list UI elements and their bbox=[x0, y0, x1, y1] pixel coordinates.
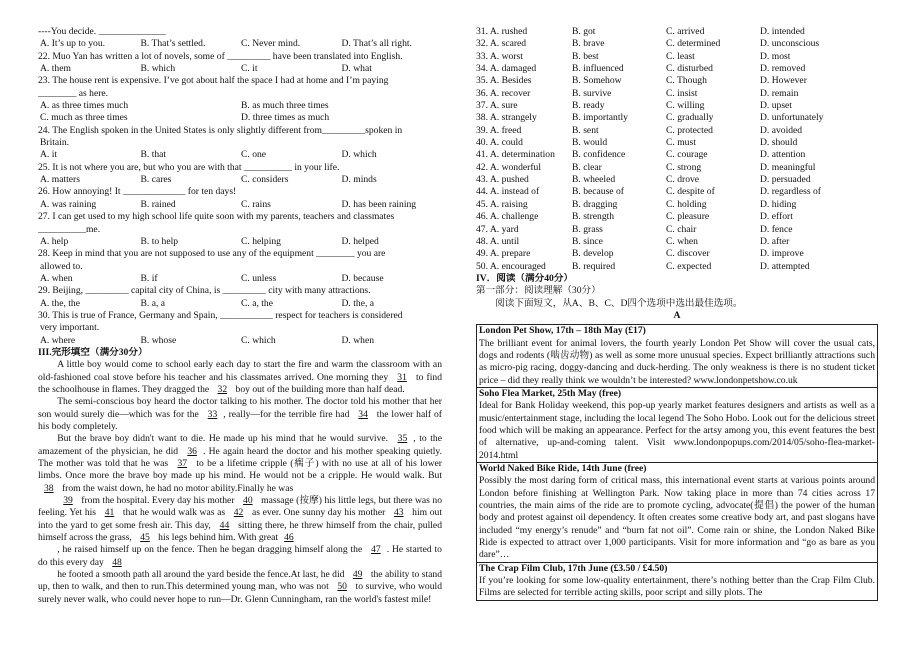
option: B. a, a bbox=[140, 297, 166, 309]
cloze-options-list bbox=[476, 26, 878, 273]
answer-option: B. because of bbox=[572, 186, 624, 198]
answer-option: D. improve bbox=[760, 248, 804, 260]
answer-option: 40. A. could bbox=[476, 137, 523, 149]
part-1-heading: 第一部分：阅读理解（30分） bbox=[476, 285, 601, 297]
q27-stem: 27. I can get used to my high school life quite soon with my parents, teachers and classmates bbox=[38, 211, 395, 223]
answer-option: B. Somehow bbox=[572, 75, 622, 87]
answer-option: C. expected bbox=[666, 260, 712, 272]
answer-option: C. protected bbox=[666, 124, 713, 136]
answer-row bbox=[476, 137, 878, 149]
cloze-text: he footed a smooth path all around the yard beside the fence. bbox=[57, 569, 291, 581]
option: C. rains bbox=[241, 198, 271, 210]
event-title: Soho Flea Market, 25th May (free) bbox=[479, 387, 622, 399]
answer-option: D. avoided bbox=[760, 124, 803, 136]
cloze-blank: 50 bbox=[337, 581, 347, 593]
answer-option: 48. A. until bbox=[476, 235, 520, 247]
answer-option: B. got bbox=[572, 26, 596, 37]
cloze-blank: 44 bbox=[219, 519, 230, 531]
cloze-blank: 48 bbox=[112, 556, 122, 568]
answer-option: 43. A. pushed bbox=[476, 174, 529, 186]
left-column bbox=[38, 26, 442, 606]
answer-row bbox=[476, 38, 878, 50]
answer-option: D. persuaded bbox=[760, 174, 811, 186]
answer-option: 49. A. prepare bbox=[476, 248, 531, 260]
answer-option: 34. A. damaged bbox=[476, 63, 537, 75]
cloze-blank: 42 bbox=[233, 507, 244, 519]
cloze-text: to survive, who would surely never walk, who could never hope to run—Dr. Glenn Cunningham, ran the world's fastest mile! bbox=[38, 581, 442, 605]
answer-option: 46. A. challenge bbox=[476, 211, 539, 223]
option: C. a, the bbox=[241, 297, 273, 309]
q30-options bbox=[38, 335, 442, 347]
event-item bbox=[477, 563, 877, 600]
answer-option: C. discover bbox=[666, 248, 710, 260]
answer-option: 37. A. sure bbox=[476, 100, 518, 112]
event-body: The brilliant event for animal lovers, the fourth yearly London Pet Show will cover the usual cats, dogs and rodents (啮齿动物) as well as some more unusual species. Expect brilliantly attractions such as micro-pig racing, doggy-dancing and duck-herding. The only weakness is there is no student ticket price – did they really think we wouldn’t be interested? www.londonpetshow.co.uk bbox=[479, 337, 875, 386]
option: B. that bbox=[140, 149, 167, 161]
answer-option: 39. A. freed bbox=[476, 124, 522, 136]
cloze-blank: 43 bbox=[393, 507, 404, 519]
q28-options bbox=[38, 273, 442, 285]
event-body: Possibly the most daring form of critical mass, this international event starts at various points around London before finishing at Wellington Park. Now taking place in more than 74 cities across 17 countries, the main aims of the ride are to promote cycling, advocate(提倡) the power of the human body and protest against oil dependency. It often creates some creative body art, and past slogans have included “my energy’s renude” and “burn fat not oil”. Come rain or shine, the London Naked Bike Ride is expected to attract over 1,000 participants. Visit for more information and “go as bare as you dare”… bbox=[479, 475, 875, 561]
answer-option: D. remain bbox=[760, 87, 799, 99]
cloze-text: This determined young man, who was not bbox=[166, 581, 332, 593]
answer-row bbox=[476, 63, 878, 75]
answer-row bbox=[476, 261, 878, 273]
answer-option: B. strength bbox=[572, 211, 615, 223]
cloze-text: The semi-conscious boy heard the doctor talking to his mother. The doctor told his mother that her son would surely die—which was for the bbox=[38, 396, 442, 420]
cloze-paragraph bbox=[38, 359, 442, 396]
option: B. to help bbox=[140, 235, 179, 247]
answer-option: C. willing bbox=[666, 100, 705, 112]
q25-options bbox=[38, 174, 442, 186]
answer-row bbox=[476, 248, 878, 260]
answer-option: D. unfortunately bbox=[760, 112, 824, 124]
answer-option: 41. A. determination bbox=[476, 149, 555, 161]
answer-row bbox=[476, 88, 878, 100]
answer-option: 50. A. encouraged bbox=[476, 260, 546, 272]
cloze-blank: 39 bbox=[63, 495, 73, 507]
q30-stem-cont: very important. bbox=[40, 322, 100, 334]
answer-option: D. most bbox=[760, 50, 791, 62]
answer-row bbox=[476, 26, 878, 38]
option: A. them bbox=[40, 63, 71, 75]
q26-options bbox=[38, 199, 442, 211]
answer-option: 44. A. instead of bbox=[476, 186, 540, 198]
option: A. it bbox=[40, 149, 58, 161]
q29-stem: 29. Beijing, _________ capital city of China, is _________ city with many attractions. bbox=[38, 285, 371, 297]
cloze-blank: 46 bbox=[284, 532, 294, 544]
q24-options bbox=[38, 149, 442, 161]
option: A. where bbox=[40, 334, 76, 346]
answer-option: B. develop bbox=[572, 248, 614, 260]
cloze-paragraph bbox=[38, 544, 442, 569]
cloze-paragraph bbox=[38, 433, 442, 495]
answer-option: B. survive bbox=[572, 87, 612, 99]
option: D. the, a bbox=[341, 297, 375, 309]
answer-option: C. despite of bbox=[666, 186, 715, 198]
option: D. which bbox=[341, 149, 377, 161]
cloze-text: the ability to stand up, then to walk, and then to run. bbox=[38, 569, 442, 593]
option: D. That’s all right. bbox=[341, 38, 412, 50]
option: C. Never mind. bbox=[241, 38, 301, 50]
option: A. was raining bbox=[40, 198, 97, 210]
option: D. minds bbox=[341, 174, 377, 186]
option: C. unless bbox=[241, 272, 277, 284]
answer-option: D. attention bbox=[760, 149, 806, 161]
answer-row bbox=[476, 186, 878, 198]
option: D. three times as much bbox=[241, 112, 330, 124]
cloze-blank: 33 bbox=[207, 408, 218, 420]
answer-option: C. strong bbox=[666, 161, 702, 173]
q28-stem-cont: allowed to. bbox=[40, 260, 83, 272]
answer-row bbox=[476, 211, 878, 223]
cloze-blank: 37 bbox=[177, 458, 188, 470]
cloze-blank: 36 bbox=[187, 445, 197, 457]
cloze-blank: 38 bbox=[44, 482, 54, 494]
q23-options bbox=[38, 100, 442, 125]
q27-options bbox=[38, 236, 442, 248]
events-box bbox=[476, 324, 878, 601]
answer-option: D. hiding bbox=[760, 198, 797, 210]
answer-option: C. must bbox=[666, 137, 696, 149]
answer-option: B. influenced bbox=[572, 63, 624, 75]
cloze-paragraph bbox=[38, 569, 442, 606]
right-column bbox=[476, 26, 878, 601]
option: D. has been raining bbox=[341, 198, 417, 210]
answer-option: B. grass bbox=[572, 223, 603, 235]
cloze-text: A little boy would come to school early each day to start the fire and warm the classroom with an old-fashioned coal stove before his teacher and his classmates arrived. One morning they bbox=[38, 359, 442, 383]
answer-option: C. determined bbox=[666, 38, 721, 50]
answer-option: C. chair bbox=[666, 223, 697, 235]
cloze-blank: 31 bbox=[397, 371, 407, 383]
q24-stem: 24. The English spoken in the United States is only slightly different from_________spoken in bbox=[38, 124, 403, 136]
cloze-text: from the hospital. Every day his mother bbox=[78, 495, 238, 507]
answer-option: 45. A. raising bbox=[476, 198, 528, 210]
event-item bbox=[477, 325, 877, 388]
cloze-text: But the brave boy didn't want to die. He made up his mind that he would survive. bbox=[57, 433, 392, 445]
q27-stem-cont: __________me. bbox=[38, 223, 101, 235]
q29-options bbox=[38, 298, 442, 310]
answer-option: C. courage bbox=[666, 149, 708, 161]
option: C. helping bbox=[241, 235, 281, 247]
cloze-blank: 35 bbox=[397, 433, 408, 445]
cloze-blank: 32 bbox=[217, 383, 228, 395]
answer-option: D. regardless of bbox=[760, 186, 822, 198]
option: C. it bbox=[241, 63, 258, 75]
event-item bbox=[477, 463, 877, 563]
answer-option: C. arrived bbox=[666, 26, 705, 37]
answer-option: C. least bbox=[666, 50, 695, 62]
answer-row bbox=[476, 125, 878, 137]
answer-option: 47. A. yard bbox=[476, 223, 519, 235]
answer-option: D. intended bbox=[760, 26, 805, 37]
cloze-paragraph bbox=[38, 495, 442, 544]
cloze-text: , he raised himself up on the fence. Then he began dragging himself along the bbox=[57, 544, 366, 556]
answer-option: D. However bbox=[760, 75, 807, 87]
cloze-text: massage (按摩) his little legs, but there was no feeling. Yet his bbox=[38, 495, 442, 519]
q23-stem-cont: ________ as here. bbox=[38, 87, 109, 99]
option: D. because bbox=[341, 272, 384, 284]
cloze-text: from the waist down, he had no motor ability. bbox=[59, 482, 238, 494]
event-body: If you’re looking for some low-quality entertainment, there’s nothing better than the Crap Film Club. Films are selected for terrible acting skills, poor script and silly plots. The bbox=[479, 575, 875, 599]
cloze-text: Finally he was bbox=[237, 482, 294, 494]
answer-option: C. Though bbox=[666, 75, 707, 87]
answer-option: B. sent bbox=[572, 124, 599, 136]
option: C. much as three times bbox=[40, 112, 128, 124]
cloze-blank: 41 bbox=[104, 507, 115, 519]
option: B. cares bbox=[140, 174, 172, 186]
q22-stem: 22. Muo Yan has written a lot of novels, some of _________ have been translated into English. bbox=[38, 50, 403, 62]
answer-row bbox=[476, 100, 878, 112]
option: A. the, the bbox=[40, 297, 80, 309]
option: A. help bbox=[40, 235, 69, 247]
option: D. what bbox=[341, 63, 372, 75]
cloze-text: to be a lifetime cripple (瘸子) with no use at all of his lower limbs. Once more the brave boy made up his mind. He would not be a cripple. He would walk. But bbox=[38, 458, 442, 482]
answer-row bbox=[476, 236, 878, 248]
answer-option: 31. A. rushed bbox=[476, 26, 528, 37]
option: A. It’s up to you. bbox=[40, 38, 106, 50]
answer-option: C. holding bbox=[666, 198, 707, 210]
section-3-heading: III.完形填空（满分30分） bbox=[38, 346, 148, 358]
event-item bbox=[477, 388, 877, 463]
answer-option: D. fence bbox=[760, 223, 793, 235]
q26-stem: 26. How annoying! It _____________ for ten days! bbox=[38, 186, 237, 198]
answer-option: 38. A. strangely bbox=[476, 112, 537, 124]
cloze-text: boy out of the building more than half dead. bbox=[233, 383, 405, 395]
option: B. as much three times bbox=[241, 100, 329, 112]
answer-row bbox=[476, 199, 878, 211]
answer-option: 36. A. recover bbox=[476, 87, 531, 99]
cloze-blank: 47 bbox=[371, 544, 381, 556]
answer-option: B. best bbox=[572, 50, 599, 62]
answer-option: B. dragging bbox=[572, 198, 618, 210]
answer-option: B. clear bbox=[572, 161, 602, 173]
cloze-text: as ever. One sunny day his mother bbox=[249, 507, 388, 519]
q21-stem: ----You decide. ______________ bbox=[38, 26, 166, 37]
q22-options bbox=[38, 63, 442, 75]
cloze-paragraph bbox=[38, 396, 442, 433]
option: B. rained bbox=[140, 198, 176, 210]
cloze-text: the lower half of his body completely. bbox=[38, 408, 442, 432]
option: B. That’s settled. bbox=[140, 38, 206, 50]
option: A. matters bbox=[40, 174, 80, 186]
answer-option: D. meaningful bbox=[760, 161, 816, 173]
answer-option: C. pleasure bbox=[666, 211, 710, 223]
answer-option: 35. A. Besides bbox=[476, 75, 532, 87]
cloze-blank: 40 bbox=[243, 495, 253, 507]
passage-letter: A bbox=[673, 309, 681, 321]
option: C. one bbox=[241, 149, 267, 161]
answer-option: B. wheeled bbox=[572, 174, 616, 186]
answer-option: B. required bbox=[572, 260, 616, 272]
answer-option: 42. A. wonderful bbox=[476, 161, 542, 173]
answer-row bbox=[476, 149, 878, 161]
option: D. when bbox=[341, 334, 375, 346]
answer-row bbox=[476, 162, 878, 174]
q28-stem: 28. Keep in mind that you are not supposed to use any of the equipment ________ you are bbox=[38, 248, 386, 260]
answer-row bbox=[476, 224, 878, 236]
section-4-heading: IV．阅读（满分40分） bbox=[476, 272, 574, 284]
option: D. helped bbox=[341, 235, 379, 247]
event-body: Ideal for Bank Holiday weekend, this pop-up yearly market features designers and artists as well as a music/entertainment stage, including the local legend The Soho Hobo. Look out for the delicious street food which will be making an appearance. Perfect for the artsy among you, this event features the best of alternative, up-and-coming talent. Visit www.londonpopups.com/2014/05/soho-flea-market-2014.html bbox=[479, 400, 875, 461]
answer-option: D. effort bbox=[760, 211, 793, 223]
option: B. if bbox=[140, 272, 158, 284]
cloze-text: sitting there, he threw himself from the chair, pulled himself across the grass, bbox=[38, 519, 442, 544]
answer-row bbox=[476, 112, 878, 124]
answer-option: D. unconscious bbox=[760, 38, 820, 50]
cloze-text: him out into the yard to get some fresh air. This day, bbox=[38, 507, 443, 531]
option: C. which bbox=[241, 334, 276, 346]
answer-option: B. would bbox=[572, 137, 608, 149]
answer-option: B. brave bbox=[572, 38, 605, 50]
answer-option: B. importantly bbox=[572, 112, 628, 124]
cloze-text: At last, he did bbox=[290, 569, 347, 581]
cloze-text: , really—for the terrible fire had bbox=[223, 408, 353, 420]
answer-option: D. attempted bbox=[760, 260, 810, 272]
q30-stem: 30. This is true of France, Germany and Spain, ___________ respect for teachers is considered bbox=[38, 309, 403, 321]
option: A. as three times much bbox=[40, 100, 129, 112]
answer-row bbox=[476, 174, 878, 186]
cloze-text: . He started to do this every day bbox=[38, 544, 442, 568]
cloze-blank: 45 bbox=[140, 532, 150, 544]
cloze-text: . He again heard the doctor and his mother speaking quietly. The mother was told that he was bbox=[38, 445, 443, 470]
answer-option: D. should bbox=[760, 137, 798, 149]
event-title: The Crap Film Club, 17th June (£3.50 / £4.50) bbox=[479, 562, 668, 574]
q25-stem: 25. It is not where you are, but who you are with that __________ in your life. bbox=[38, 161, 340, 173]
cloze-text: that he would walk was as bbox=[120, 507, 228, 519]
answer-option: D. upset bbox=[760, 100, 792, 112]
answer-row bbox=[476, 51, 878, 63]
answer-option: D. removed bbox=[760, 63, 806, 75]
cloze-text: to find the schoolhouse in flames. They dragged the bbox=[38, 371, 442, 395]
answer-option: B. since bbox=[572, 235, 603, 247]
cloze-blank: 34 bbox=[358, 408, 368, 420]
option: B. whose bbox=[140, 334, 177, 346]
cloze-text: his legs behind him. With great bbox=[155, 532, 279, 544]
answer-option: C. disturbed bbox=[666, 63, 713, 75]
answer-row bbox=[476, 75, 878, 87]
answer-option: D. after bbox=[760, 235, 790, 247]
instructions: 阅读下面短文，从A、B、C、D四个选项中选出最佳选项。 bbox=[495, 297, 743, 309]
answer-option: C. insist bbox=[666, 87, 698, 99]
answer-option: C. when bbox=[666, 235, 698, 247]
answer-option: B. confidence bbox=[572, 149, 626, 161]
event-title: World Naked Bike Ride, 14th June (free) bbox=[479, 463, 647, 475]
option: B. which bbox=[140, 63, 176, 75]
answer-option: C. gradually bbox=[666, 112, 714, 124]
answer-option: 32. A. scared bbox=[476, 38, 527, 50]
q23-stem: 23. The house rent is expensive. I’ve got about half the space I had at home and I’m paying bbox=[38, 75, 389, 87]
cloze-passage bbox=[38, 359, 442, 606]
q21-options bbox=[38, 38, 442, 50]
answer-option: 33. A. worst bbox=[476, 50, 523, 62]
event-title: London Pet Show, 17th – 18th May (£17) bbox=[479, 325, 646, 337]
cloze-text: , to the amazement of the physician, he did bbox=[38, 433, 442, 457]
cloze-blank: 49 bbox=[352, 569, 363, 581]
q24-stem-cont: Britain. bbox=[40, 137, 70, 149]
answer-option: B. ready bbox=[572, 100, 605, 112]
option: A. when bbox=[40, 272, 73, 284]
option: C. considers bbox=[241, 174, 289, 186]
answer-option: C. drove bbox=[666, 174, 700, 186]
